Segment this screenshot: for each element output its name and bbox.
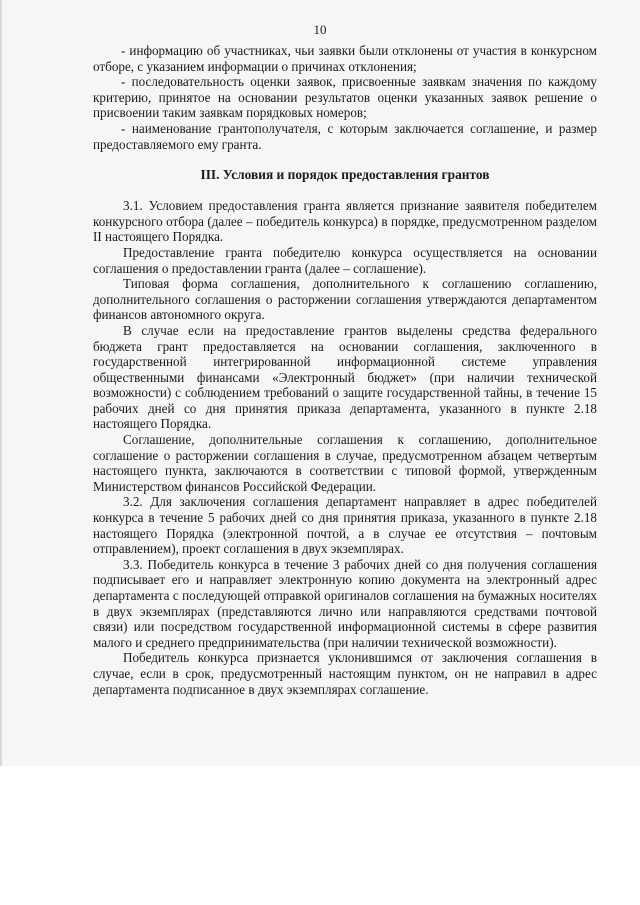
paragraph: Победитель конкурса признается уклонившимся от заключения соглашения в случае, если в срок, предусмотренный настоящим пунктом, он не направил в адрес департамента подписанное в двух экземплярах соглашение.: [93, 650, 597, 697]
paragraph-3-2: 3.2. Для заключения соглашения департамент направляет в адрес победителей конкурса в течение 5 рабочих дней со дня принятия приказа, указанного в пункте 2.18 настоящего Порядка (электронной почтой, а в случае ее отсутствия – почтовым отправлением), проект соглашения в двух экземплярах.: [93, 494, 597, 557]
document-body: [93, 43, 597, 697]
page-number: 10: [313, 22, 327, 37]
paragraph-3-1: 3.1. Условием предоставления гранта является признание заявителя победителем конкурсного отбора (далее – победитель конкурса) в порядке, предусмотренном разделом II настоящего Порядка.: [93, 198, 597, 245]
paragraph: Соглашение, дополнительные соглашения к соглашению, дополнительное соглашение о расторжении соглашения в случае, предусмотренном абзацем четвертым настоящего пункта, заключаются в соответствии с типовой формой, утвержденным Министерством финансов Российской Федерации.: [93, 432, 597, 494]
list-item: - информацию об участниках, чьи заявки были отклонены от участия в конкурсном отборе, с указанием информации о причинах отклонения;: [93, 43, 597, 74]
paragraph-3-3: 3.3. Победитель конкурса в течение 3 рабочих дней со дня получения соглашения подписывает его и направляет электронную копию документа на электронный адрес департамента с последующей отправкой оригиналов соглашения на бумажных носителях в двух экземплярах (представляются лично или направляются средствами почтовой связи) или посредством государственной информационной системы в сфере развития малого и среднего предпринимательства (при наличии технической возможности).: [93, 556, 597, 650]
section-heading: III. Условия и порядок предоставления грантов: [200, 167, 490, 183]
list-item: - последовательность оценки заявок, присвоенные заявкам значения по каждому критерию, принятое на основании результатов оценки указанных заявок решение о присвоении таким заявкам порядковых номеров;: [93, 74, 597, 121]
paragraph: В случае если на предоставление грантов выделены средства федерального бюджета грант предоставляется на основании соглашения, заключенного в государственной интегрированной информационной системе управления общественными финансами «Электронный бюджет» (при наличии технической возможности) с соблюдением требований о защите государственной тайны, в течение 15 рабочих дней со дня принятия приказа департамента, указанного в пункте 2.18 настоящего Порядка.: [93, 322, 597, 432]
list-item: - наименование грантополучателя, с которым заключается соглашение, и размер предоставляемого ему гранта.: [93, 120, 597, 152]
paragraph: Предоставление гранта победителю конкурса осуществляется на основании соглашения о предоставлении гранта (далее – соглашение).: [93, 244, 597, 276]
paragraph: Типовая форма соглашения, дополнительного к соглашению соглашению, дополнительного соглашения о расторжении соглашения утверждаются департаментом финансов автономного округа.: [93, 276, 597, 323]
page-edge: [0, 0, 2, 766]
